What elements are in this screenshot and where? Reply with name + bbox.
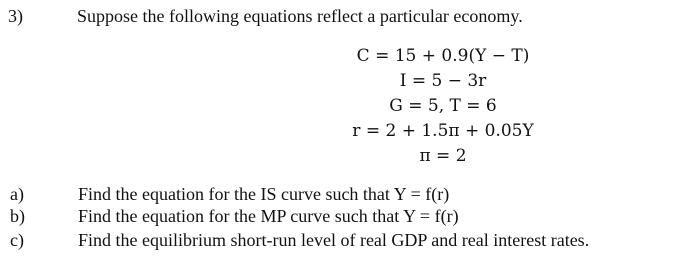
- part-a-text: Find the equation for the IS curve such that Y = f(r): [78, 184, 450, 204]
- equation-investment: I = 5 − 3r: [399, 71, 487, 91]
- equation-inflation: π = 2: [419, 146, 467, 166]
- question-intro: Suppose the following equations reflect a particular economy.: [77, 6, 523, 26]
- equation-government-taxes: G = 5, T = 6: [389, 96, 497, 116]
- question-number: 3): [8, 6, 23, 26]
- equation-monetary-policy: r = 2 + 1.5π + 0.05Y: [352, 121, 534, 141]
- part-b-label: b): [10, 206, 25, 226]
- part-c-label: c): [10, 230, 24, 250]
- part-c-text: Find the equilibrium short-run level of real GDP and real interest rates.: [78, 230, 590, 250]
- part-a-label: a): [10, 184, 24, 204]
- part-b-text: Find the equation for the MP curve such that Y = f(r): [78, 206, 459, 226]
- equation-consumption: C = 15 + 0.9(Y − T): [356, 46, 530, 66]
